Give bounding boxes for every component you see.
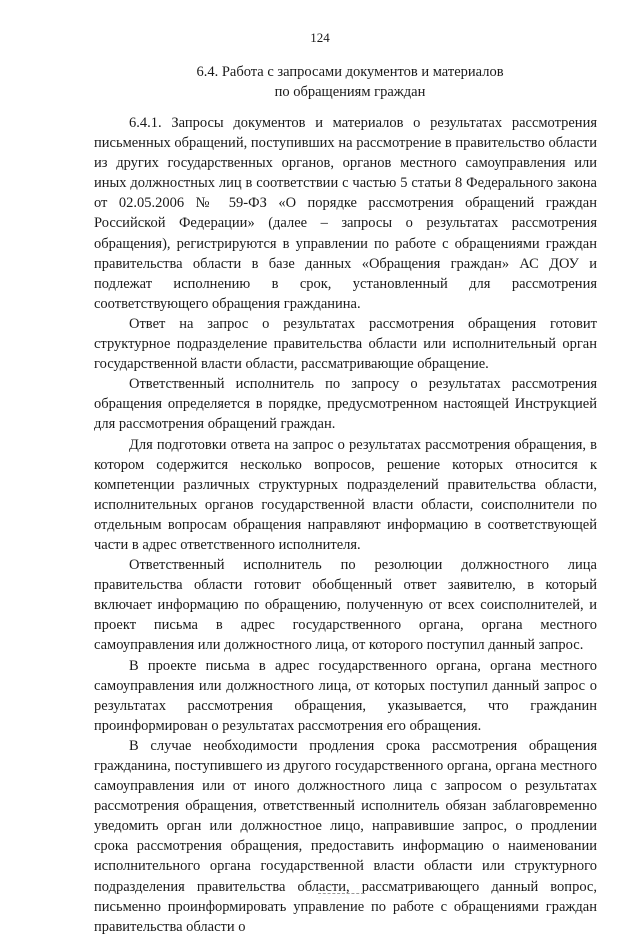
paragraph: Ответственный исполнитель по резолюции должностного лица правительства области готовит обобщенный ответ заявителю, в который включает информацию по обращению, полученную от всех соисполнителей, и проект письма в адрес государственного органа, органа местного самоуправления или должностного лица, от которого поступил данный запрос.	[94, 557, 597, 654]
section-heading-line-1: 6.4. Работа с запросами документов и материалов	[196, 64, 504, 80]
section-heading	[100, 62, 600, 102]
paragraph: Ответственный исполнитель по запросу о результатах рассмотрения обращения определяется в порядке, предусмотренном настоящей Инструкцией для рассмотрения обращений граждан.	[94, 376, 597, 433]
paragraph: В проекте письма в адрес государственного органа, органа местного самоуправления или должностного лица, от которых поступил данный запрос о результатах рассмотрения обращения, указывается, что гражданин проинформирован о результатах рассмотрения его обращения.	[94, 657, 597, 734]
page-number: 124	[310, 30, 330, 45]
paragraph: В случае необходимости продления срока рассмотрения обращения гражданина, поступившего из другого государственного органа, органа местного самоуправления или от иного должностного лица с запросом о результатах рассмотрения обращения, ответственный исполнитель обязан заблаговременно уведомить орган или должностное лицо, направившие запрос, о продлении срока рассмотрения обращения, предоставить информацию о наименовании исполнительного органа государственной власти области или структурного подразделения правительства области, рассматривающего данный вопрос, письменно проинформировать управление по работе с обращениями граждан правительства области о	[94, 737, 597, 935]
section-heading-line-2: по обращениям граждан	[274, 84, 426, 100]
paragraph: Для подготовки ответа на запрос о результатах рассмотрения обращения, в котором содержится несколько вопросов, решение которых относится к компетенции различных структурных подразделений правительства области, исполнительных органов государственной власти области, соисполнители по отдельным вопросам обращения направляют информацию в соответствующей части в адрес ответственного исполнителя.	[94, 436, 597, 553]
document-body	[94, 113, 597, 937]
paragraph: Ответ на запрос о результатах рассмотрения обращения готовит структурное подразделение правительства области или исполнительный орган государственной власти области, рассматривающие обращение.	[94, 315, 597, 373]
paragraph: 6.4.1. Запросы документов и материалов о результатах рассмотрения письменных обращений, поступивших на рассмотрение в правительство области из других государственных органов, органов местного самоуправления или иных должностных лиц в соответствии с частью 5 статьи 8 Федерального закона от 02.05.2006 № 59-ФЗ «О порядке рассмотрения обращений граждан Российской Федерации» (далее – запросы о результатах рассмотрения обращения), регистрируются в управлении по работе с обращениями граждан правительства области в базе данных «Обращения граждан» АС ДОУ и подлежат исполнению в срок, установленный для рассмотрения соответствующего обращения гражданина.	[94, 115, 597, 312]
footer-rule	[318, 893, 364, 894]
